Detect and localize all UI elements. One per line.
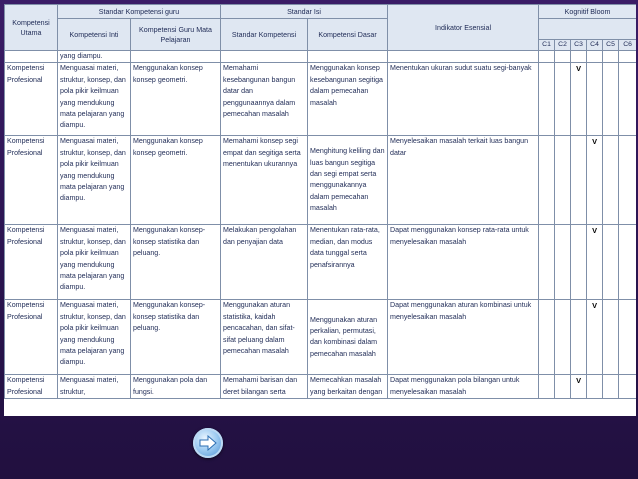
cell-c4 bbox=[587, 375, 603, 399]
cell-indikator: Dapat menggunakan konsep rata-rata untuk menyelesaikan masalah bbox=[388, 225, 539, 300]
cell-standar-kompetensi: Memahami barisan dan deret bilangan serta bbox=[221, 375, 308, 399]
cell-c2 bbox=[555, 136, 571, 225]
header-kognitif-spacer bbox=[539, 19, 636, 40]
cell-c3 bbox=[571, 225, 587, 300]
cell-c5 bbox=[603, 63, 619, 136]
cell-c5 bbox=[603, 225, 619, 300]
header-level-c1: C1 bbox=[539, 40, 555, 51]
cell-kompetensi-guru: Menggunakan pola dan fungsi. bbox=[131, 375, 221, 399]
cell-kompetensi-utama: Kompetensi Profesional bbox=[5, 375, 58, 399]
competency-table-sheet bbox=[4, 4, 636, 416]
cell-standar-kompetensi: Menggunakan aturan statistika, kaidah pencacahan, dan sifat-sifat peluang dalam pemecahan masalah bbox=[221, 300, 308, 375]
cell-c6 bbox=[619, 375, 636, 399]
cell-c2 bbox=[555, 300, 571, 375]
cell-kompetensi-guru: Menggunakan konsep konsep geometri. bbox=[131, 136, 221, 225]
cell-c3 bbox=[571, 300, 587, 375]
cell-kompetensi-dasar: Memecahkan masalah yang berkaitan dengan bbox=[308, 375, 388, 399]
cell-c5 bbox=[603, 300, 619, 375]
header-kompetensi-guru-mapel: Kompetensi Guru Mata Pelajaran bbox=[131, 19, 221, 51]
cell-indikator: Menentukan ukuran sudut suatu segi-banyak bbox=[388, 63, 539, 136]
table-row bbox=[5, 136, 637, 225]
cell-kompetensi-dasar: Menggunakan aturan perkalian, permutasi, dan kombinasi dalam pemecahan masalah bbox=[308, 300, 388, 375]
header-level-c6: C6 bbox=[619, 40, 636, 51]
cell-c2 bbox=[555, 225, 571, 300]
header-standar-guru: Standar Kompetensi guru bbox=[58, 5, 221, 19]
header-standar-isi: Standar Isi bbox=[221, 5, 388, 19]
cell-c4: V bbox=[587, 300, 603, 375]
cell-c3: V bbox=[571, 63, 587, 136]
cell-c4: V bbox=[587, 136, 603, 225]
cell-indikator: Dapat menggunakan pola bilangan untuk menyelesaikan masalah bbox=[388, 375, 539, 399]
cell-c4: V bbox=[587, 225, 603, 300]
cell-kompetensi-guru: Menggunakan konsep-konsep statistika dan peluang. bbox=[131, 300, 221, 375]
header-level-c2: C2 bbox=[555, 40, 571, 51]
header-level-c4: C4 bbox=[587, 40, 603, 51]
cell-kompetensi-utama: Kompetensi Profesional bbox=[5, 63, 58, 136]
header-kompetensi-dasar: Kompetensi Dasar bbox=[308, 19, 388, 51]
cell-c1 bbox=[539, 375, 555, 399]
cell-kompetensi-dasar: Menghitung keliling dan luas bangun segitiga dan segi empat serta menggunakannya dalam pemecahan masalah bbox=[308, 136, 388, 225]
cell-kompetensi-guru: Menggunakan konsep konsep geometri. bbox=[131, 63, 221, 136]
table-row-continued bbox=[5, 51, 637, 63]
cell-c6 bbox=[619, 63, 636, 136]
next-slide-button[interactable] bbox=[193, 428, 223, 458]
cell-c5 bbox=[603, 375, 619, 399]
table-row bbox=[5, 375, 637, 399]
cell-c5 bbox=[603, 136, 619, 225]
header-level-c3: C3 bbox=[571, 40, 587, 51]
cell-c2 bbox=[555, 375, 571, 399]
cell-c3 bbox=[571, 136, 587, 225]
table-row bbox=[5, 225, 637, 300]
cell-standar-kompetensi: Memahami konsep segi empat dan segitiga serta menentukan ukurannya bbox=[221, 136, 308, 225]
cell-kompetensi-dasar: Menentukan rata-rata, median, dan modus data tunggal serta penafsirannya bbox=[308, 225, 388, 300]
cell-c1 bbox=[539, 136, 555, 225]
right-arrow-icon bbox=[199, 435, 217, 451]
table-row bbox=[5, 300, 637, 375]
cell-c2 bbox=[555, 63, 571, 136]
cell-c1 bbox=[539, 300, 555, 375]
cell-c1 bbox=[539, 63, 555, 136]
cell-c3: V bbox=[571, 375, 587, 399]
cell-kompetensi-dasar: Menggunakan konsep kesebangunan segitiga dalam pemecahan masalah bbox=[308, 63, 388, 136]
table-row bbox=[5, 63, 637, 136]
cell-indikator: Menyelesaikan masalah terkait luas bangun datar bbox=[388, 136, 539, 225]
cell-kompetensi-utama: Kompetensi Profesional bbox=[5, 225, 58, 300]
header-level-c5: C5 bbox=[603, 40, 619, 51]
competency-table bbox=[4, 4, 636, 399]
cell-c4 bbox=[587, 63, 603, 136]
cell-kompetensi-inti: Menguasai materi, struktur, konsep, dan pola pikir keilmuan yang mendukung mata pelajaran yang diampu. bbox=[58, 63, 131, 136]
cell-c6 bbox=[619, 225, 636, 300]
cell-kompetensi-inti: Menguasai materi, struktur, bbox=[58, 375, 131, 399]
cell-kompetensi-utama: Kompetensi Profesional bbox=[5, 300, 58, 375]
header-indikator: Indikator Esensial bbox=[388, 5, 539, 51]
header-kompetensi-inti: Kompetensi Inti bbox=[58, 19, 131, 51]
cell-c6 bbox=[619, 136, 636, 225]
cell-indikator: Dapat menggunakan aturan kombinasi untuk menyelesaikan masalah bbox=[388, 300, 539, 375]
continued-text: yang diampu. bbox=[58, 51, 131, 63]
header-kognitif-bloom: Kognitif Bloom bbox=[539, 5, 636, 19]
cell-kompetensi-inti: Menguasai materi, struktur, konsep, dan pola pikir keilmuan yang mendukung mata pelajaran yang diampu. bbox=[58, 225, 131, 300]
cell-kompetensi-inti: Menguasai materi, struktur, konsep, dan pola pikir keilmuan yang mendukung mata pelajaran yang diampu. bbox=[58, 300, 131, 375]
cell-c6 bbox=[619, 300, 636, 375]
header-standar-kompetensi: Standar Kompetensi bbox=[221, 19, 308, 51]
cell-standar-kompetensi: Melakukan pengolahan dan penyajian data bbox=[221, 225, 308, 300]
cell-c1 bbox=[539, 225, 555, 300]
header-kompetensi-utama: Kompetensi Utama bbox=[5, 5, 58, 51]
cell-kompetensi-guru: Menggunakan konsep-konsep statistika dan peluang. bbox=[131, 225, 221, 300]
cell-standar-kompetensi: Memahami kesebangunan bangun datar dan penggunaannya dalam pemecahan masalah bbox=[221, 63, 308, 136]
cell-kompetensi-utama: Kompetensi Profesional bbox=[5, 136, 58, 225]
cell-kompetensi-inti: Menguasai materi, struktur, konsep, dan pola pikir keilmuan yang mendukung mata pelajaran yang diampu. bbox=[58, 136, 131, 225]
